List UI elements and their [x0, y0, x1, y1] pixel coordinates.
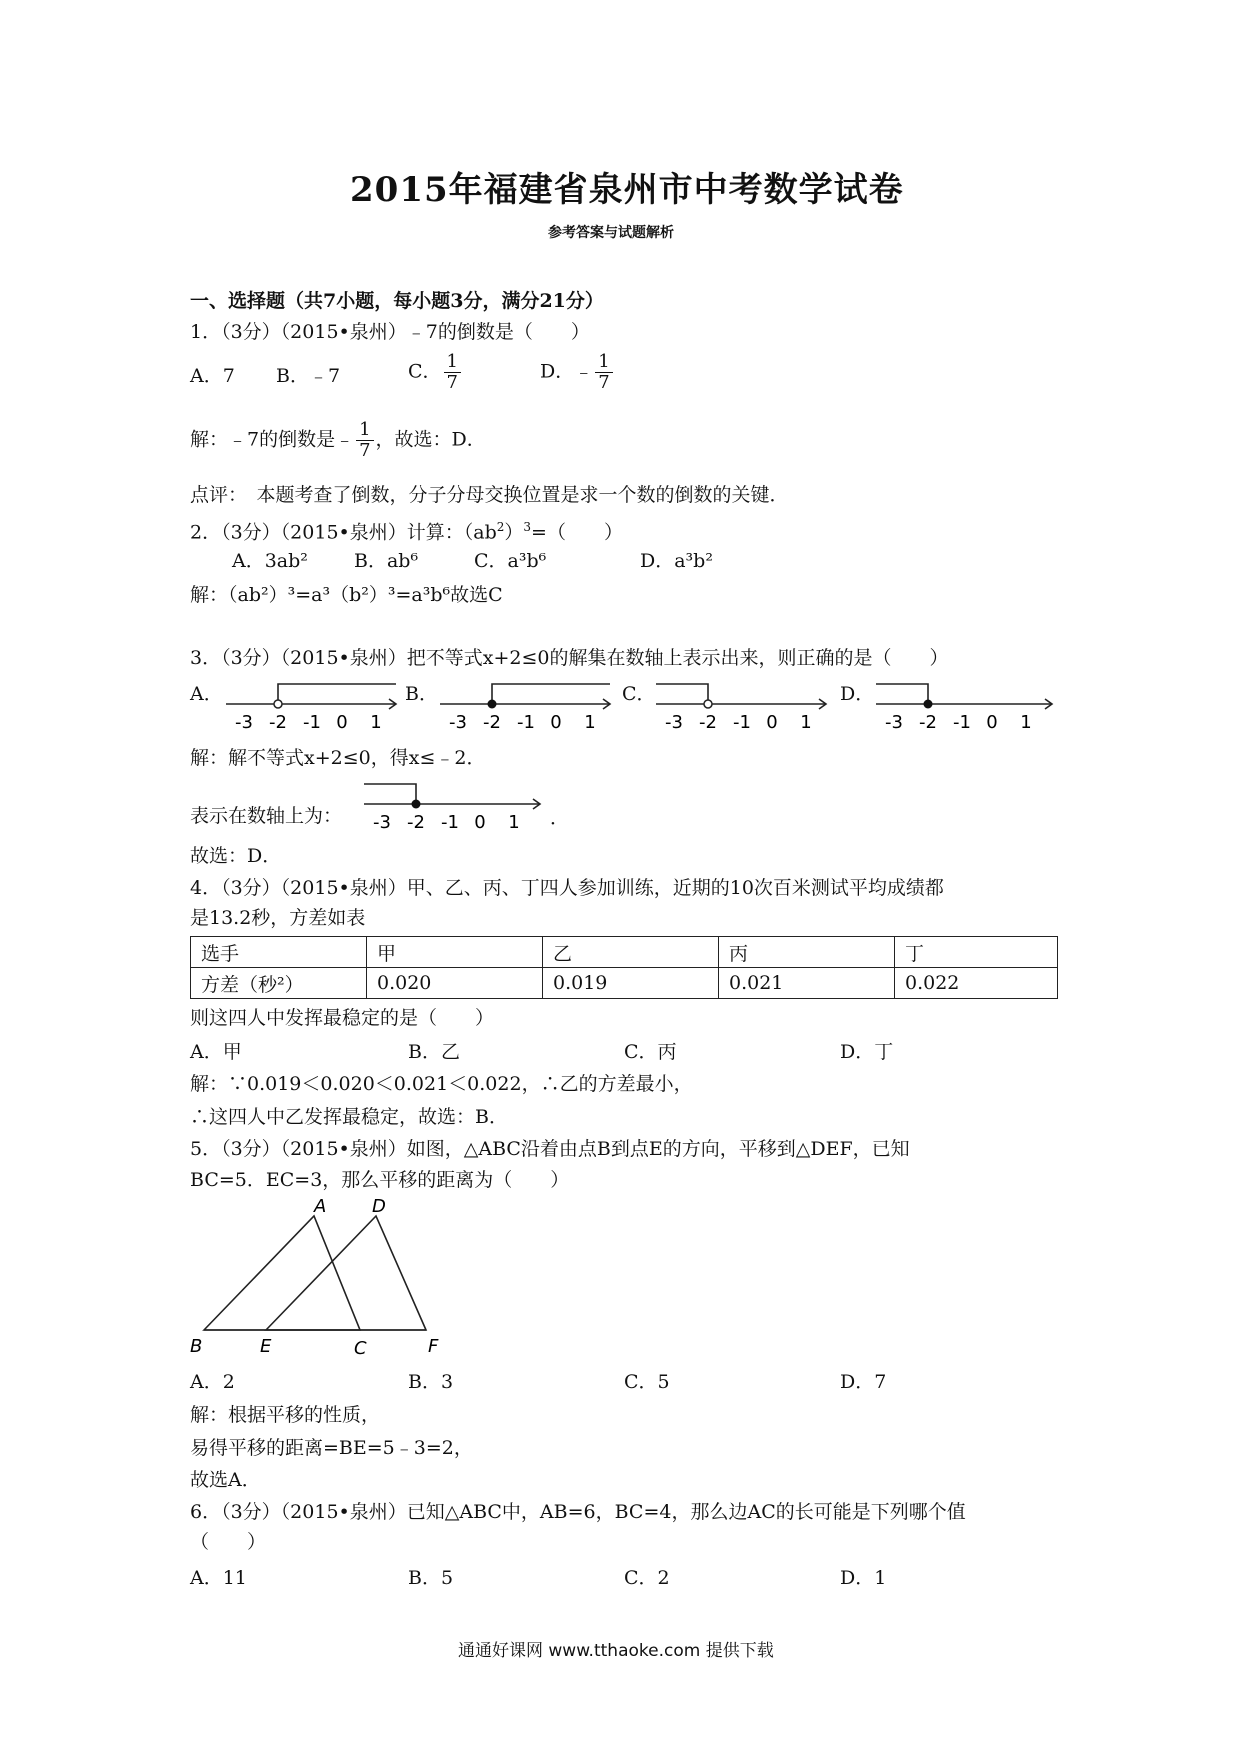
point-label: E [260, 1336, 272, 1357]
tick-label: -3 [235, 712, 253, 732]
tick-label: -1 [517, 712, 535, 732]
q4-option-a: A．甲 [190, 1041, 242, 1063]
q2-option-b: B．ab⁶ [354, 550, 419, 572]
q2-stem-paren: ） [504, 521, 524, 544]
point-label: D [372, 1198, 386, 1217]
q1-option-d [540, 352, 615, 393]
table-cell: 0.019 [543, 968, 719, 999]
q5-option-c: C．5 [624, 1371, 670, 1393]
q5-option-b: B．3 [408, 1371, 454, 1393]
superscript: 3 [523, 520, 532, 534]
table-header-row [191, 937, 1058, 968]
q2-stem-text: 2．（3分）（2015•泉州）计算：（ab [190, 521, 497, 544]
q1-comment: 点评： 本题考查了倒数，分子分母交换位置是求一个数的倒数的关键． [190, 484, 789, 506]
translation-triangles-figure [180, 1198, 460, 1358]
denominator: 7 [359, 440, 371, 461]
tick-label: -1 [953, 712, 971, 732]
q3-option-a-label: A． [190, 683, 223, 705]
table-row [191, 968, 1058, 999]
fraction [356, 420, 373, 461]
denominator: 7 [598, 372, 610, 393]
denominator: 7 [446, 372, 458, 393]
point-label: C [354, 1338, 367, 1358]
tick-label: 0 [336, 712, 348, 732]
point-label: B [190, 1336, 203, 1357]
q4-option-d: D．丁 [840, 1041, 894, 1063]
q5-solution-line2: 易得平移的距离=BE=5﹣3=2， [190, 1437, 473, 1459]
q2-solution: 解：（ab²）³=a³（b²）³=a³b⁶故选C [190, 584, 503, 606]
q5-solution-line1: 解：根据平移的性质， [190, 1404, 381, 1426]
tick-label: -3 [373, 812, 391, 832]
q4-solution-line2: ∴这四人中乙发挥最稳定，故选：B． [190, 1106, 508, 1128]
table-cell: 0.020 [367, 968, 543, 999]
tick-label: 0 [550, 712, 562, 732]
q4-stem-line2: 是13.2秒，方差如表 [190, 907, 366, 929]
tick-label: 1 [508, 812, 520, 832]
q2-option-d: D．a³b² [640, 550, 713, 572]
tick-label: -1 [303, 712, 321, 732]
page-subtitle: 参考答案与试题解析 [548, 225, 674, 241]
q5-solution-line3: 故选A． [190, 1469, 261, 1491]
q3-solution-line1: 解：解不等式x+2≤0，得x≤﹣2． [190, 747, 486, 769]
page-title: 2015年福建省泉州市中考数学试卷 [350, 170, 904, 210]
triangle-def [266, 1216, 426, 1330]
table-cell: 乙 [543, 937, 719, 968]
q4-solution-line1: 解：∵0.019＜0.020＜0.021＜0.022，∴乙的方差最小， [190, 1073, 693, 1095]
number-line-answer [364, 776, 548, 832]
q5-stem-line1: 5．（3分）（2015•泉州）如图，△ABC沿着由点B到点E的方向，平移到△DEF，已知 [190, 1138, 910, 1160]
tick-label: 0 [766, 712, 778, 732]
point-label: A [314, 1198, 327, 1217]
q1-option-d-label: D． [540, 360, 575, 383]
q2-option-c: C．a³b⁶ [474, 550, 547, 572]
minus-sign: ﹣ [574, 360, 594, 383]
q4-stem-line1: 4．（3分）（2015•泉州）甲、乙、丙、丁四人参加训练，近期的10次百米测试平均成绩都 [190, 877, 944, 899]
tick-label: -1 [441, 812, 459, 832]
q3-option-b-label: B． [405, 683, 438, 705]
superscript: 2 [496, 520, 505, 534]
tick-label: -1 [733, 712, 751, 732]
number-line-a [226, 676, 406, 732]
q6-option-d: D．1 [840, 1567, 887, 1589]
q6-option-a: A．11 [190, 1567, 247, 1589]
tick-label: 0 [474, 812, 486, 832]
q1-option-b: B．﹣7 [276, 365, 341, 387]
tick-label: -2 [269, 712, 287, 732]
tick-label: 1 [370, 712, 382, 732]
variance-table [190, 936, 1058, 999]
q3-solution-line3: 故选：D． [190, 845, 282, 867]
numerator: 1 [595, 352, 612, 373]
tick-label: 1 [800, 712, 812, 732]
table-cell: 丙 [719, 937, 895, 968]
tick-label: 1 [1020, 712, 1032, 732]
q6-stem-line1: 6．（3分）（2015•泉州）已知△ABC中，AB=6，BC=4，那么边AC的长可能是下列哪个值 [190, 1501, 966, 1523]
tick-label: -3 [449, 712, 467, 732]
q4-option-c: C．丙 [624, 1041, 677, 1063]
q3-option-d-label: D． [840, 683, 875, 705]
q2-option-a: A．3ab² [232, 550, 308, 572]
number-line-c [656, 676, 836, 732]
q1-solution-text: 解：﹣7的倒数是﹣ [190, 428, 355, 451]
tick-label: -2 [407, 812, 425, 832]
q5-option-d: D．7 [840, 1371, 887, 1393]
q3-stem: 3．（3分）（2015•泉州）把不等式x+2≤0的解集在数轴上表示出来，则正确的是（ ） [190, 647, 949, 669]
section-heading: 一、选择题（共7小题，每小题3分，满分21分） [190, 290, 604, 312]
numerator: 1 [356, 420, 373, 441]
tick-label: -2 [919, 712, 937, 732]
q3-option-c-label: C． [622, 683, 656, 705]
q1-solution [190, 420, 486, 461]
number-line-d [876, 676, 1060, 732]
table-cell: 甲 [367, 937, 543, 968]
q2-stem-end: =（ ） [531, 521, 623, 544]
tick-label: -3 [885, 712, 903, 732]
q6-option-c: C．2 [624, 1567, 670, 1589]
table-cell: 0.022 [895, 968, 1058, 999]
tick-label: -2 [699, 712, 717, 732]
q1-option-c [408, 352, 463, 393]
q1-option-c-label: C． [408, 360, 442, 383]
table-cell: 方差（秒²） [191, 968, 367, 999]
q1-solution-end: ，故选：D． [375, 428, 486, 451]
q2-stem [190, 515, 623, 544]
table-cell: 丁 [895, 937, 1058, 968]
table-cell: 0.021 [719, 968, 895, 999]
q6-stem-line2: （ ） [190, 1531, 267, 1553]
q3-solution-period: ． [550, 807, 570, 829]
q1-option-a: A．7 [190, 365, 235, 387]
q5-stem-line2: BC=5．EC=3，那么平移的距离为（ ） [190, 1169, 570, 1191]
tick-label: 1 [584, 712, 596, 732]
q4-option-b: B．乙 [408, 1041, 460, 1063]
fraction [444, 352, 461, 393]
table-cell: 选手 [191, 937, 367, 968]
numerator: 1 [444, 352, 461, 373]
page-footer: 通通好课网 www.tthaoke.com 提供下载 [458, 1641, 774, 1661]
number-line-b [440, 676, 620, 732]
q3-solution-line2: 表示在数轴上为： [190, 805, 343, 827]
q4-stem-line3: 则这四人中发挥最稳定的是（ ） [190, 1007, 495, 1029]
tick-label: -2 [483, 712, 501, 732]
fraction [595, 352, 612, 393]
q5-option-a: A．2 [190, 1371, 235, 1393]
tick-label: 0 [986, 712, 998, 732]
tick-label: -3 [665, 712, 683, 732]
point-label: F [428, 1336, 439, 1357]
q1-stem: 1．（3分）（2015•泉州）﹣7的倒数是（ ） [190, 321, 590, 343]
q6-option-b: B．5 [408, 1567, 454, 1589]
